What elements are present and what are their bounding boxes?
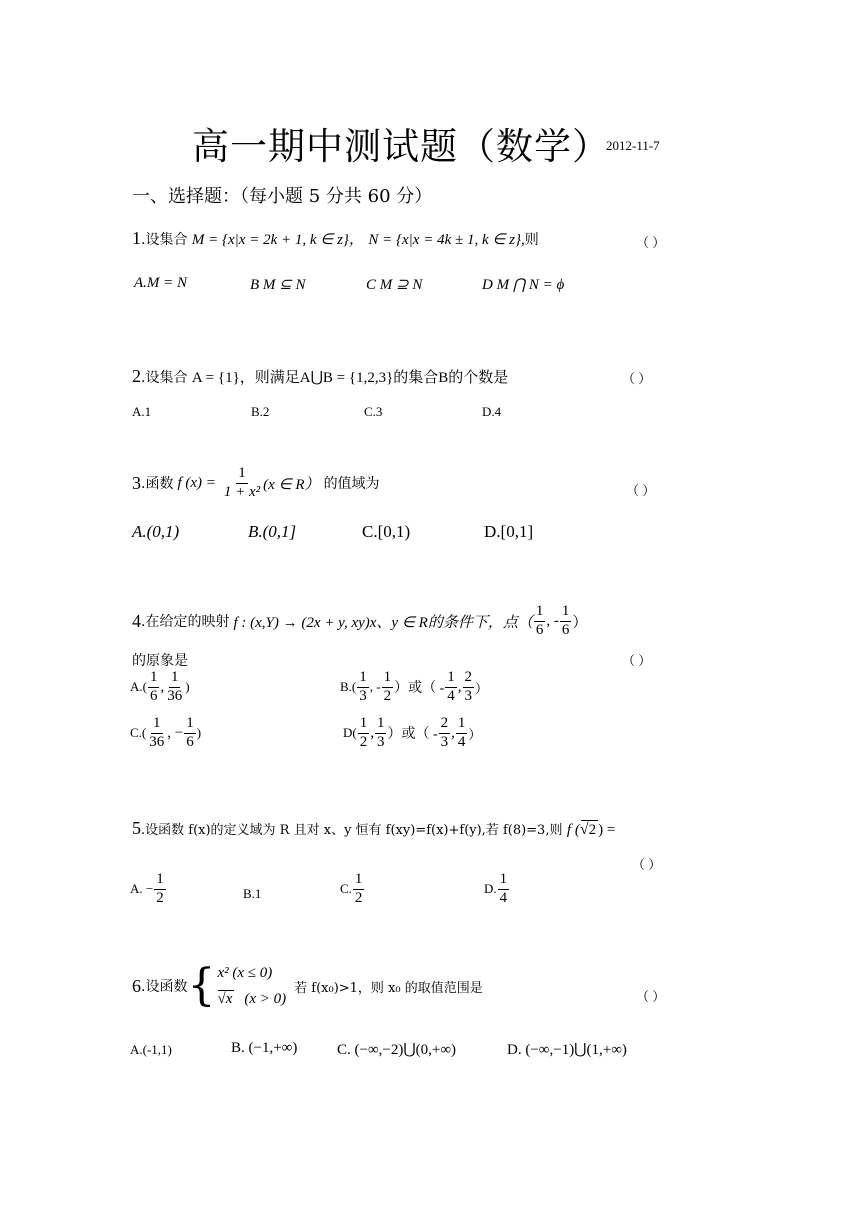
option-label: D.	[484, 881, 497, 897]
answer-blank-5: （ ）	[632, 857, 662, 872]
question-number: 1	[132, 228, 141, 248]
piecewise-function: { x² (x ≤ 0) √x (x > 0)	[187, 960, 287, 1011]
option-c: C.[0,1)	[362, 522, 411, 541]
fraction: $\frac{1}{6}$	[186, 715, 194, 750]
option-a: A.(-1,1)	[130, 1042, 172, 1057]
stem-text: .设函数 f(x)的定义域为 R 且对 x、y 恒有 f(xy)=f(x)+f(y),若 f(8)=3,则	[141, 823, 563, 838]
fraction: $\frac{1}{6}$	[535, 603, 544, 638]
option-b: B.( $\frac{1}{3}$ , - $\frac{1}{2}$ ）或（ - $\frac{1}{4}$ , $\frac{2}{3}$ ）	[340, 669, 489, 704]
stem-suffix: 则	[524, 232, 539, 248]
fraction: $\frac{1}{6}$	[561, 603, 570, 638]
option-c: C M ⊇ N	[366, 277, 423, 293]
option-label: C.(	[130, 725, 147, 741]
set-m: M = {x|x = 2k + 1, k ∈ z}，	[191, 232, 364, 248]
fraction: $\frac{1}{2}$	[359, 715, 368, 750]
or-text: ）或（ -	[387, 727, 438, 743]
separator: , −	[167, 724, 184, 741]
fraction: $\frac{1}{\text{1 + x²}}$	[223, 465, 261, 500]
option-d: D.[0,1]	[484, 522, 534, 541]
fraction: $\frac{1}{36}$	[149, 715, 165, 750]
fraction: $\frac{1}{6}$	[149, 669, 158, 704]
answer-blank-3: （ ）	[626, 483, 656, 498]
sqrt: √2	[579, 821, 597, 838]
fraction: $\frac{1}{3}$	[359, 669, 367, 704]
option-b: B. (−1,+∞)	[231, 1040, 298, 1056]
fraction: $\frac{1}{3}$	[376, 715, 385, 750]
function-label: f (	[566, 822, 580, 838]
option-b: B.2	[251, 404, 270, 419]
option-b: B M ⊆ N	[250, 277, 306, 293]
fraction: $\frac{2}{3}$	[440, 715, 449, 750]
option-end: ）	[475, 680, 489, 696]
stem-suffix: 若 f(x₀)>1，则 x₀ 的取值范围是	[294, 980, 483, 996]
option-c	[130, 716, 201, 751]
set-n: N = {x|x = 4k ± 1, k ∈ z},	[368, 232, 525, 248]
section-heading: 一、选择题：（每小题 5 分共 60 分）	[132, 186, 433, 207]
question-2-stem	[132, 366, 508, 387]
option-d: D( $\frac{1}{2}$ , $\frac{1}{3}$ ）或（ - $\frac{2}{3}$ , $\frac{1}{4}$ ）	[343, 715, 482, 750]
question-3-stem	[132, 466, 380, 501]
stem-math: A = {1}，则满足A⋃B = {1,2,3}的集合B的个数是	[191, 370, 509, 386]
question-4-line2: 的原象是	[132, 653, 188, 669]
answer-blank-4: （ ）	[622, 653, 652, 668]
option-end: )	[185, 679, 190, 695]
fraction: $\frac{1}{2}$	[354, 871, 363, 906]
option-b: B.1	[243, 886, 262, 901]
question-number: 4	[132, 610, 141, 631]
function-label: f (x) =	[177, 474, 216, 491]
fraction: $\frac{1}{4}$	[457, 715, 466, 750]
or-text: ）或（ -	[394, 681, 445, 697]
option-a	[130, 872, 167, 907]
question-number: 6	[132, 975, 141, 996]
separator: , -	[546, 612, 559, 629]
fraction: $\frac{1}{4}$	[499, 871, 508, 906]
stem-text: .在给定的映射	[141, 614, 230, 631]
fraction: $\frac{1}{36}$	[167, 669, 183, 704]
page-title: 高一期中测试题（数学）	[192, 125, 610, 168]
option-c: C.3	[364, 404, 383, 419]
question-1-stem	[132, 228, 539, 249]
case-2: √x (x > 0)	[217, 990, 287, 1007]
option-a: A.( $\frac{1}{6}$ , $\frac{1}{36}$ )	[130, 669, 190, 704]
option-a: A.(0,1)	[132, 522, 180, 541]
option-a: A.M = N	[134, 275, 188, 291]
answer-blank-2: （ ）	[622, 371, 652, 386]
question-5-stem	[132, 818, 615, 839]
stem-text: .设函数	[141, 979, 188, 995]
domain-text: (x ∈ R）	[263, 476, 320, 493]
point-end: ）	[572, 614, 588, 631]
option-label: D(	[343, 725, 357, 741]
question-number: 5	[132, 818, 141, 838]
case-1: x² (x ≤ 0)	[217, 964, 273, 981]
fraction: $\frac{1}{2}$	[383, 669, 392, 704]
option-end: ）	[468, 726, 482, 742]
equals: ) =	[598, 822, 616, 838]
answer-blank-6: （ ）	[636, 989, 666, 1004]
stem-suffix: 的值域为	[323, 476, 380, 493]
question-number: 2	[132, 366, 141, 386]
stem-text: .设集合	[141, 232, 188, 248]
separator: , -	[369, 679, 381, 695]
option-d: D. (−∞,−1)⋃(1,+∞)	[507, 1042, 627, 1058]
option-end: )	[196, 725, 202, 741]
option-d: D M ⋂ N = ϕ	[482, 277, 565, 293]
option-label: C.	[340, 881, 352, 897]
exam-date: 2012-11-7	[606, 138, 660, 153]
option-c: C. (−∞,−2)⋃(0,+∞)	[337, 1042, 457, 1058]
stem-text: .设集合	[141, 370, 188, 386]
option-a: A.1	[132, 404, 152, 419]
option-d	[484, 872, 510, 907]
question-number: 3	[132, 472, 141, 493]
option-label: A.(	[130, 679, 147, 695]
question-6-stem	[132, 960, 483, 1011]
stem-text: .函数	[141, 476, 174, 493]
question-4-stem	[132, 604, 587, 639]
fraction: $\frac{1}{2}$	[156, 871, 164, 906]
option-c	[340, 872, 365, 907]
fraction: $\frac{1}{4}$	[447, 669, 455, 704]
fraction: $\frac{2}{3}$	[464, 669, 473, 704]
option-d: D.4	[482, 404, 502, 419]
option-label: B.(	[340, 679, 357, 695]
option-label: A. −	[130, 881, 154, 897]
mapping-text: f : (x,Y) → (2x + y, xy)x、y ∈ R的条件下，点（	[233, 614, 533, 631]
option-b: B.(0,1]	[248, 522, 297, 541]
answer-blank-1: （ ）	[636, 235, 666, 250]
